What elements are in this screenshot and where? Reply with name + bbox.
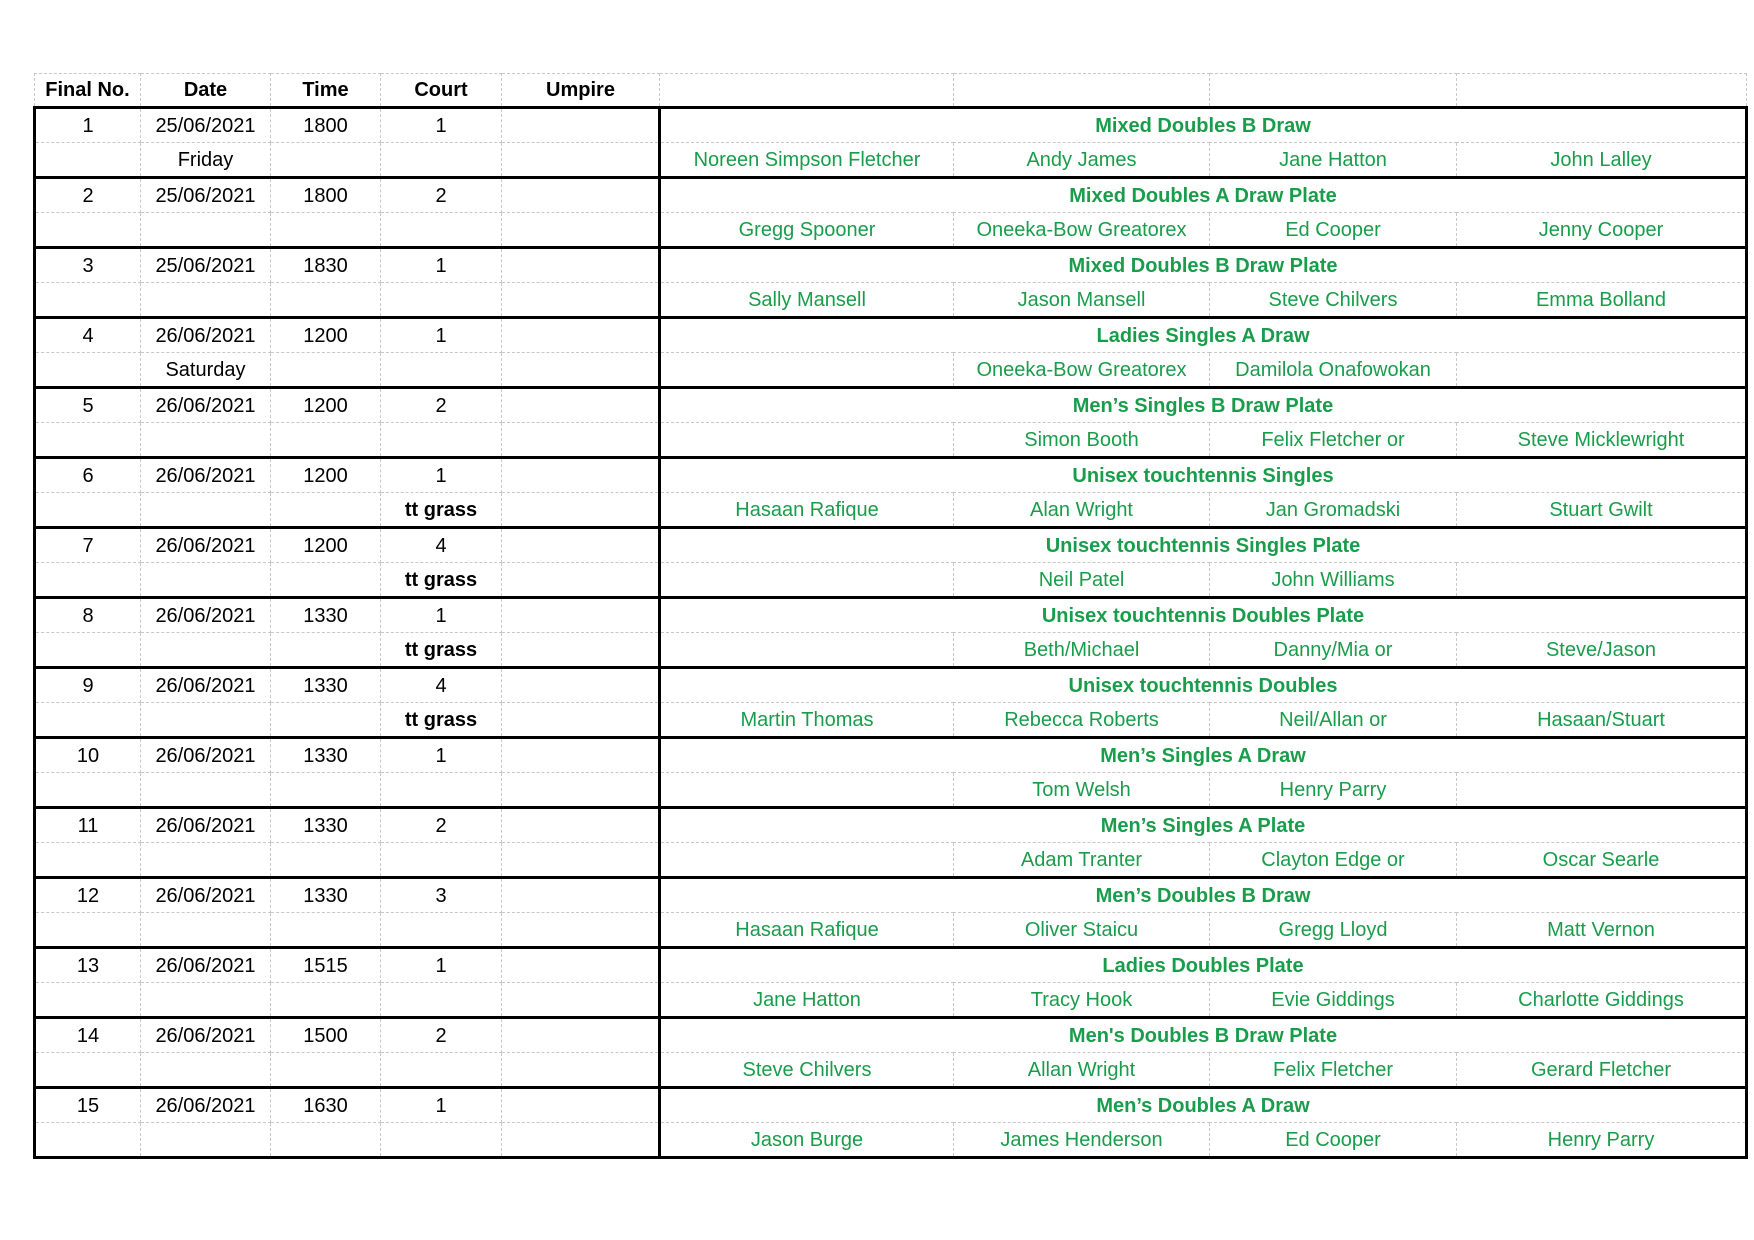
player-name: Jason Mansell [954, 283, 1210, 318]
final-time: 1200 [271, 388, 381, 423]
final-umpire [502, 108, 660, 143]
event-title: Mixed Doubles A Draw Plate [660, 178, 1747, 213]
final-number: 2 [35, 178, 141, 213]
player-name: Clayton Edge or [1210, 843, 1457, 878]
final-date: 26/06/2021 [141, 878, 271, 913]
court-note [381, 283, 502, 318]
final-umpire-blank [502, 423, 660, 458]
player-name: Hasaan Rafique [660, 913, 954, 948]
final-umpire-blank [502, 843, 660, 878]
header-court: Court [381, 74, 502, 108]
final-time: 1515 [271, 948, 381, 983]
final-number: 1 [35, 108, 141, 143]
final-time: 1330 [271, 808, 381, 843]
player-name: Jane Hatton [660, 983, 954, 1018]
player-name: Steve Micklewright [1457, 423, 1747, 458]
final-time: 1630 [271, 1088, 381, 1123]
final-number: 11 [35, 808, 141, 843]
final-umpire [502, 458, 660, 493]
header-time: Time [271, 74, 381, 108]
final-time-blank [271, 1053, 381, 1088]
final-day [141, 703, 271, 738]
player-name: Felix Fletcher [1210, 1053, 1457, 1088]
final-date: 26/06/2021 [141, 1088, 271, 1123]
final-row [35, 948, 1747, 983]
final-date: 26/06/2021 [141, 388, 271, 423]
final-umpire [502, 598, 660, 633]
final-number-blank [35, 353, 141, 388]
player-name: Evie Giddings [1210, 983, 1457, 1018]
final-court: 2 [381, 1018, 502, 1053]
final-court: 1 [381, 458, 502, 493]
final-number: 10 [35, 738, 141, 773]
final-date: 26/06/2021 [141, 668, 271, 703]
final-time: 1800 [271, 108, 381, 143]
final-date: 26/06/2021 [141, 458, 271, 493]
final-day [141, 493, 271, 528]
final-umpire [502, 948, 660, 983]
player-name: Jason Burge [660, 1123, 954, 1158]
final-umpire-blank [502, 1053, 660, 1088]
final-time-blank [271, 633, 381, 668]
court-note [381, 143, 502, 178]
final-umpire-blank [502, 213, 660, 248]
player-name: Oliver Staicu [954, 913, 1210, 948]
header-row [35, 74, 1747, 108]
final-day [141, 983, 271, 1018]
final-time-blank [271, 563, 381, 598]
final-players-row [35, 353, 1747, 388]
player-name: Oscar Searle [1457, 843, 1747, 878]
final-day [141, 1123, 271, 1158]
final-umpire-blank [502, 773, 660, 808]
final-players-row [35, 1123, 1747, 1158]
final-row [35, 1088, 1747, 1123]
final-court: 2 [381, 388, 502, 423]
final-umpire-blank [502, 703, 660, 738]
final-court: 2 [381, 178, 502, 213]
final-umpire-blank [502, 983, 660, 1018]
final-row [35, 668, 1747, 703]
final-umpire [502, 668, 660, 703]
final-row [35, 388, 1747, 423]
event-title: Men's Doubles B Draw Plate [660, 1018, 1747, 1053]
court-note: tt grass [381, 493, 502, 528]
player-name: Steve Chilvers [1210, 283, 1457, 318]
player-name [1457, 353, 1747, 388]
final-time-blank [271, 843, 381, 878]
player-name [660, 563, 954, 598]
court-note: tt grass [381, 633, 502, 668]
court-note [381, 913, 502, 948]
final-players-row [35, 563, 1747, 598]
player-name: Tom Welsh [954, 773, 1210, 808]
final-number: 3 [35, 248, 141, 283]
final-day: Saturday [141, 353, 271, 388]
event-title: Ladies Doubles Plate [660, 948, 1747, 983]
final-time-blank [271, 773, 381, 808]
final-number: 15 [35, 1088, 141, 1123]
final-umpire [502, 248, 660, 283]
final-umpire-blank [502, 1123, 660, 1158]
final-date: 26/06/2021 [141, 1018, 271, 1053]
player-name: Andy James [954, 143, 1210, 178]
final-time: 1200 [271, 528, 381, 563]
player-name: Neil Patel [954, 563, 1210, 598]
final-number: 9 [35, 668, 141, 703]
player-name: Oneeka-Bow Greatorex [954, 213, 1210, 248]
player-name: Danny/Mia or [1210, 633, 1457, 668]
final-row [35, 108, 1747, 143]
header-blank [1210, 74, 1457, 108]
court-note [381, 1123, 502, 1158]
final-row [35, 318, 1747, 353]
final-day [141, 773, 271, 808]
event-title: Unisex touchtennis Doubles Plate [660, 598, 1747, 633]
final-number-blank [35, 843, 141, 878]
final-court: 1 [381, 948, 502, 983]
player-name: Gregg Lloyd [1210, 913, 1457, 948]
court-note [381, 1053, 502, 1088]
final-day [141, 913, 271, 948]
final-players-row [35, 913, 1747, 948]
final-umpire [502, 1088, 660, 1123]
player-name [660, 633, 954, 668]
player-name: Sally Mansell [660, 283, 954, 318]
final-number: 4 [35, 318, 141, 353]
final-court: 1 [381, 598, 502, 633]
final-court: 4 [381, 528, 502, 563]
header-date: Date [141, 74, 271, 108]
final-umpire-blank [502, 563, 660, 598]
player-name: Adam Tranter [954, 843, 1210, 878]
final-time: 1330 [271, 598, 381, 633]
final-number: 8 [35, 598, 141, 633]
final-umpire-blank [502, 913, 660, 948]
final-number: 14 [35, 1018, 141, 1053]
event-title: Ladies Singles A Draw [660, 318, 1747, 353]
final-umpire [502, 738, 660, 773]
court-note [381, 983, 502, 1018]
player-name [1457, 773, 1747, 808]
final-umpire-blank [502, 493, 660, 528]
final-court: 1 [381, 318, 502, 353]
final-date: 26/06/2021 [141, 598, 271, 633]
player-name: Jenny Cooper [1457, 213, 1747, 248]
player-name: Ed Cooper [1210, 1123, 1457, 1158]
final-time-blank [271, 913, 381, 948]
event-title: Unisex touchtennis Singles Plate [660, 528, 1747, 563]
final-court: 1 [381, 738, 502, 773]
final-court: 3 [381, 878, 502, 913]
player-name [660, 843, 954, 878]
final-number-blank [35, 1123, 141, 1158]
final-time: 1830 [271, 248, 381, 283]
final-court: 4 [381, 668, 502, 703]
final-number-blank [35, 633, 141, 668]
final-time-blank [271, 423, 381, 458]
player-name: Martin Thomas [660, 703, 954, 738]
final-players-row [35, 633, 1747, 668]
final-umpire [502, 1018, 660, 1053]
player-name: Damilola Onafowokan [1210, 353, 1457, 388]
player-name: Stuart Gwilt [1457, 493, 1747, 528]
final-date: 26/06/2021 [141, 318, 271, 353]
final-players-row [35, 283, 1747, 318]
final-date: 26/06/2021 [141, 808, 271, 843]
final-row [35, 178, 1747, 213]
court-note [381, 843, 502, 878]
player-name: Felix Fletcher or [1210, 423, 1457, 458]
final-players-row [35, 1053, 1747, 1088]
player-name [660, 773, 954, 808]
final-row [35, 248, 1747, 283]
finals-body [35, 108, 1747, 1158]
final-court: 1 [381, 1088, 502, 1123]
player-name: James Henderson [954, 1123, 1210, 1158]
final-day [141, 213, 271, 248]
final-number-blank [35, 283, 141, 318]
final-time: 1330 [271, 878, 381, 913]
final-court: 1 [381, 108, 502, 143]
event-title: Unisex touchtennis Doubles [660, 668, 1747, 703]
final-time-blank [271, 353, 381, 388]
final-time: 1500 [271, 1018, 381, 1053]
final-players-row [35, 143, 1747, 178]
player-name: Beth/Michael [954, 633, 1210, 668]
player-name: Hasaan/Stuart [1457, 703, 1747, 738]
final-day [141, 1053, 271, 1088]
final-time-blank [271, 1123, 381, 1158]
final-umpire-blank [502, 143, 660, 178]
final-number-blank [35, 703, 141, 738]
final-row [35, 738, 1747, 773]
final-day [141, 423, 271, 458]
final-time: 1800 [271, 178, 381, 213]
final-players-row [35, 493, 1747, 528]
event-title: Men’s Doubles B Draw [660, 878, 1747, 913]
player-name: Alan Wright [954, 493, 1210, 528]
final-number: 7 [35, 528, 141, 563]
header-final-no: Final No. [35, 74, 141, 108]
player-name [660, 353, 954, 388]
player-name: Oneeka-Bow Greatorex [954, 353, 1210, 388]
event-title: Mixed Doubles B Draw Plate [660, 248, 1747, 283]
final-time: 1200 [271, 458, 381, 493]
event-title: Men’s Doubles A Draw [660, 1088, 1747, 1123]
final-umpire-blank [502, 283, 660, 318]
header-umpire: Umpire [502, 74, 660, 108]
final-time-blank [271, 283, 381, 318]
event-title: Mixed Doubles B Draw [660, 108, 1747, 143]
final-umpire [502, 528, 660, 563]
event-title: Men’s Singles B Draw Plate [660, 388, 1747, 423]
final-day [141, 563, 271, 598]
final-day [141, 843, 271, 878]
final-day [141, 283, 271, 318]
player-name: Simon Booth [954, 423, 1210, 458]
final-players-row [35, 423, 1747, 458]
final-row [35, 458, 1747, 493]
court-note: tt grass [381, 703, 502, 738]
final-time: 1200 [271, 318, 381, 353]
final-umpire [502, 388, 660, 423]
player-name: John Williams [1210, 563, 1457, 598]
final-number: 6 [35, 458, 141, 493]
final-court: 2 [381, 808, 502, 843]
player-name: Henry Parry [1210, 773, 1457, 808]
final-time-blank [271, 703, 381, 738]
player-name: Charlotte Giddings [1457, 983, 1747, 1018]
player-name: Matt Vernon [1457, 913, 1747, 948]
final-court: 1 [381, 248, 502, 283]
final-umpire-blank [502, 633, 660, 668]
final-umpire-blank [502, 353, 660, 388]
final-date: 26/06/2021 [141, 738, 271, 773]
final-number-blank [35, 913, 141, 948]
player-name: Neil/Allan or [1210, 703, 1457, 738]
final-day [141, 633, 271, 668]
final-time: 1330 [271, 738, 381, 773]
finals-schedule-sheet [33, 73, 1745, 1159]
court-note [381, 773, 502, 808]
header-blank [660, 74, 954, 108]
final-date: 25/06/2021 [141, 178, 271, 213]
player-name: Emma Bolland [1457, 283, 1747, 318]
event-title: Men’s Singles A Draw [660, 738, 1747, 773]
final-number-blank [35, 1053, 141, 1088]
final-number: 5 [35, 388, 141, 423]
final-number: 12 [35, 878, 141, 913]
final-time-blank [271, 213, 381, 248]
final-players-row [35, 213, 1747, 248]
final-time-blank [271, 983, 381, 1018]
player-name: Tracy Hook [954, 983, 1210, 1018]
final-number-blank [35, 563, 141, 598]
final-umpire [502, 878, 660, 913]
player-name: Rebecca Roberts [954, 703, 1210, 738]
final-row [35, 878, 1747, 913]
final-date: 25/06/2021 [141, 108, 271, 143]
header-blank [954, 74, 1210, 108]
final-number-blank [35, 423, 141, 458]
court-note [381, 353, 502, 388]
final-time-blank [271, 493, 381, 528]
court-note [381, 423, 502, 458]
final-umpire [502, 178, 660, 213]
player-name: Henry Parry [1457, 1123, 1747, 1158]
final-number-blank [35, 493, 141, 528]
finals-schedule-table [33, 73, 1748, 1159]
final-date: 25/06/2021 [141, 248, 271, 283]
final-number: 13 [35, 948, 141, 983]
event-title: Unisex touchtennis Singles [660, 458, 1747, 493]
final-players-row [35, 703, 1747, 738]
final-row [35, 1018, 1747, 1053]
final-players-row [35, 843, 1747, 878]
final-row [35, 598, 1747, 633]
event-title: Men’s Singles A Plate [660, 808, 1747, 843]
player-name: Ed Cooper [1210, 213, 1457, 248]
player-name: Allan Wright [954, 1053, 1210, 1088]
final-number-blank [35, 773, 141, 808]
final-number-blank [35, 983, 141, 1018]
final-day: Friday [141, 143, 271, 178]
player-name: Steve Chilvers [660, 1053, 954, 1088]
final-date: 26/06/2021 [141, 528, 271, 563]
player-name [660, 423, 954, 458]
player-name: Hasaan Rafique [660, 493, 954, 528]
final-players-row [35, 983, 1747, 1018]
final-number-blank [35, 213, 141, 248]
final-row [35, 808, 1747, 843]
final-row [35, 528, 1747, 563]
player-name [1457, 563, 1747, 598]
player-name: John Lalley [1457, 143, 1747, 178]
final-number-blank [35, 143, 141, 178]
player-name: Steve/Jason [1457, 633, 1747, 668]
final-players-row [35, 773, 1747, 808]
final-time-blank [271, 143, 381, 178]
player-name: Noreen Simpson Fletcher [660, 143, 954, 178]
header-blank [1457, 74, 1747, 108]
court-note: tt grass [381, 563, 502, 598]
player-name: Gerard Fletcher [1457, 1053, 1747, 1088]
court-note [381, 213, 502, 248]
player-name: Jane Hatton [1210, 143, 1457, 178]
final-time: 1330 [271, 668, 381, 703]
player-name: Jan Gromadski [1210, 493, 1457, 528]
final-date: 26/06/2021 [141, 948, 271, 983]
final-umpire [502, 808, 660, 843]
final-umpire [502, 318, 660, 353]
player-name: Gregg Spooner [660, 213, 954, 248]
